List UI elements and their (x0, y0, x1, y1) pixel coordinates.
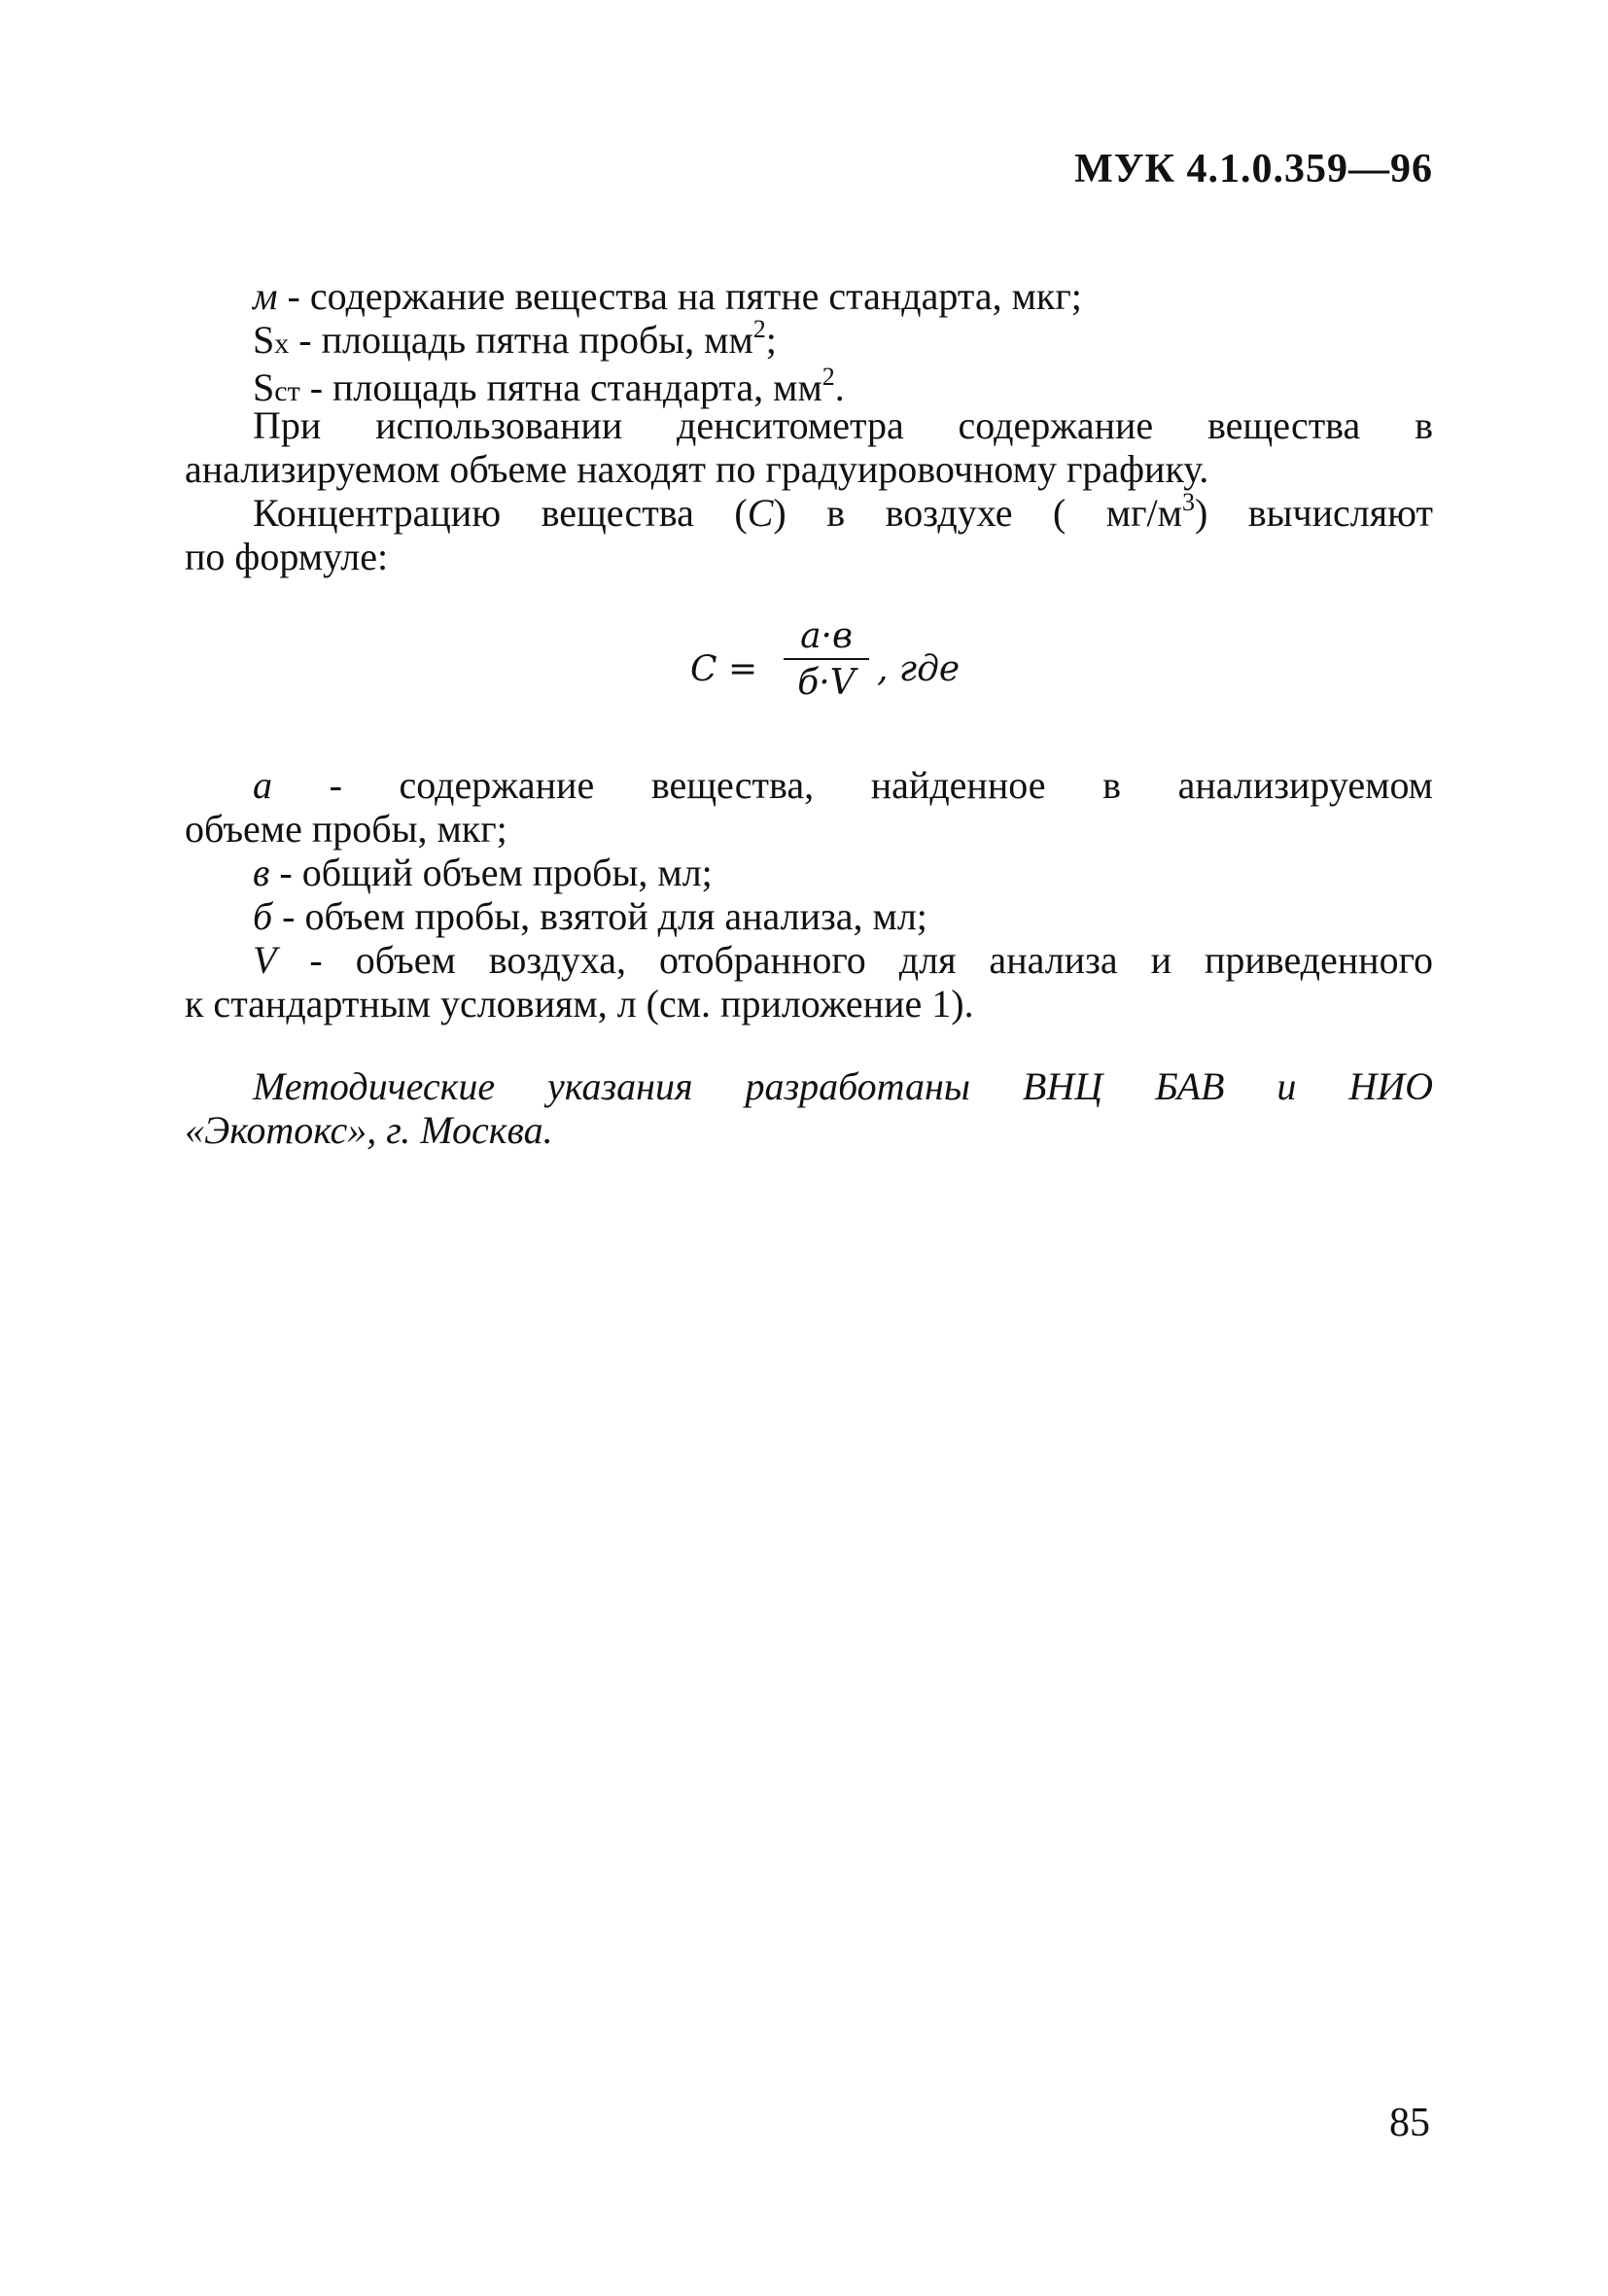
definition-a-line-1 (185, 763, 1433, 807)
superscript-2: 2 (821, 362, 835, 391)
definition-a-text: - содержание вещества, найденное в анализируемом (272, 763, 1433, 807)
concentration-line-2: по формуле: (185, 535, 389, 578)
page-number: 85 (1389, 2101, 1430, 2145)
formula-tail: , где (877, 649, 961, 689)
formula-fraction (780, 617, 873, 703)
concentration-text-b: ) в воздухе ( мг/м (773, 491, 1182, 535)
fraction-bar (784, 658, 869, 660)
symbol-subscript-x: x (274, 328, 290, 360)
superscript-3: 3 (1181, 487, 1195, 516)
definition-V-line-1 (185, 938, 1433, 982)
densitometer-line-2: анализируемом объеме находят по градуировочному графику. (185, 447, 1209, 491)
definition-v-small-text: - общий объем пробы, мл; (269, 851, 713, 894)
symbol-m: м (253, 274, 278, 318)
definition-sx-text: - площадь пятна пробы, мм (289, 318, 753, 362)
credits-line-1: Методические указания разработаны ВНЦ БАВ и НИО (253, 1064, 1433, 1108)
definition-sx-end: ; (765, 318, 777, 362)
definition-m (185, 274, 1433, 318)
definition-v-small (185, 851, 1433, 894)
formula-lhs: С = (690, 649, 758, 689)
symbol-a: а (253, 763, 272, 807)
symbol-b: б (253, 894, 273, 938)
concentration-line-1 (185, 487, 1434, 535)
definitions-bottom (185, 763, 1433, 1026)
symbol-s: S (253, 365, 275, 409)
credits (185, 1064, 1433, 1152)
definition-sst-end: . (834, 365, 845, 409)
definition-b (185, 894, 1433, 938)
definition-sst-text: - площадь пятна стандарта, мм (299, 365, 822, 409)
densitometer-line-1: При использовании денситометра содержание вещества в (253, 403, 1433, 447)
symbol-s: S (253, 318, 275, 362)
formula-numerator: а·в (800, 616, 853, 656)
formula-denominator: б·V (797, 663, 856, 703)
symbol-V: V (253, 938, 277, 982)
concentration-symbol: С (747, 491, 774, 535)
definitions-top (185, 274, 1433, 413)
definition-sx (185, 314, 1433, 365)
definition-V-text: - объем воздуха, отобранного для анализа и приведенного (276, 938, 1433, 982)
paragraphs (185, 403, 1433, 578)
concentration-text-c: ) вычисляют (1194, 491, 1434, 535)
definition-a-line-2: объеме пробы, мкг; (185, 807, 507, 851)
definition-b-text: - объем пробы, взятой для анализа, мл; (272, 894, 927, 938)
document-code: МУК 4.1.0.359—96 (1074, 147, 1433, 191)
symbol-subscript-st: ст (274, 375, 300, 407)
credits-line-2: «Экотокс», г. Москва. (185, 1108, 553, 1152)
concentration-text-a: Концентрацию вещества ( (253, 491, 748, 535)
definition-V-line-2: к стандартным условиям, л (см. приложение 1). (185, 982, 974, 1026)
superscript-2: 2 (752, 314, 766, 343)
definition-m-text: - содержание вещества на пятне стандарта, мкг; (277, 274, 1082, 318)
symbol-v-small: в (253, 851, 270, 894)
